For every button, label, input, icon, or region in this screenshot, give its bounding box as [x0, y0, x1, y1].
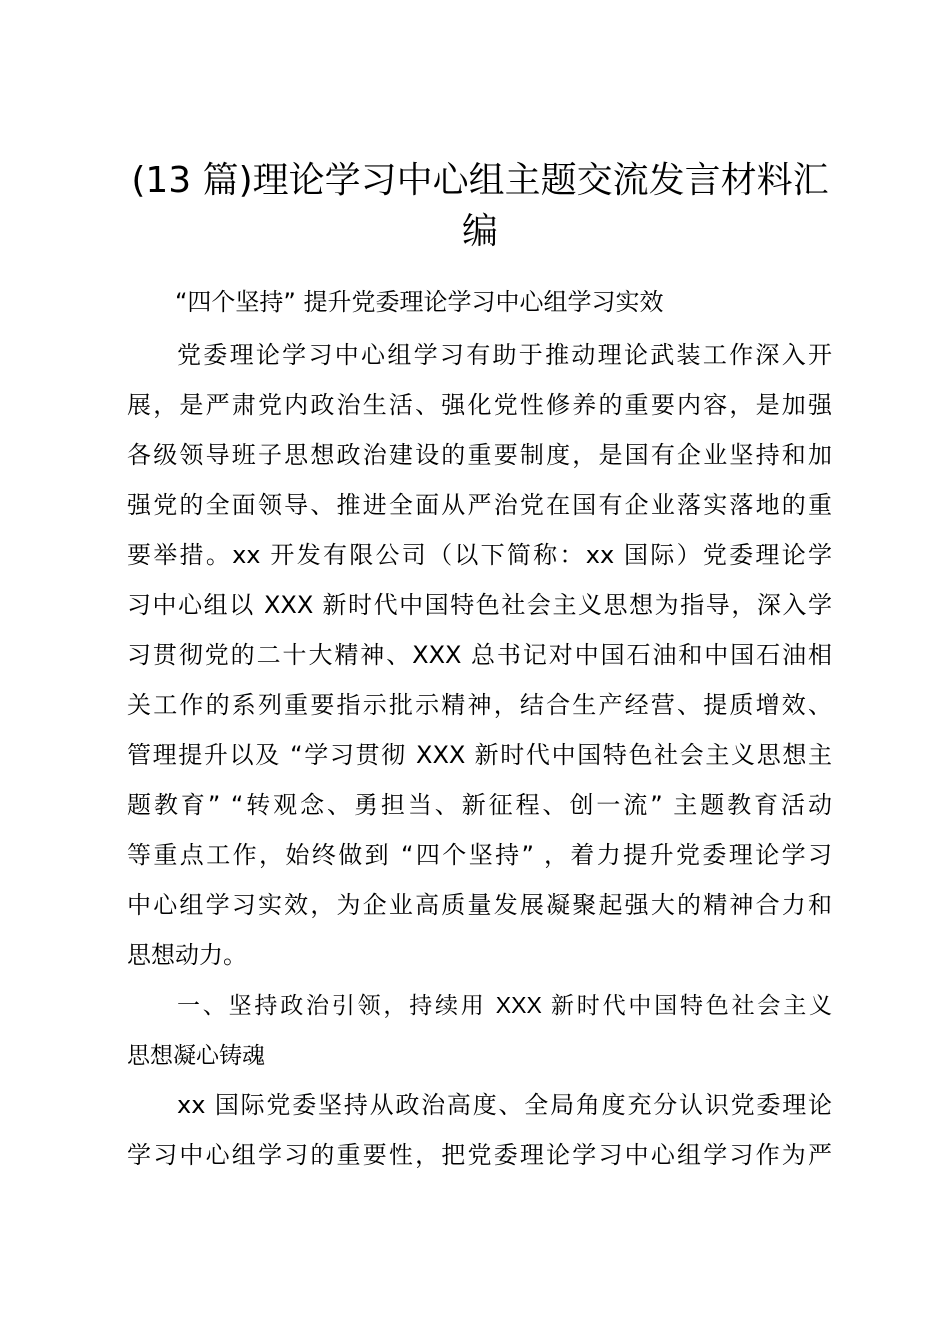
text-line: 学习中心组学习的重要性，把党委理论学习中心组学习作为严 — [127, 1141, 832, 1169]
text-line: 管理提升以及 “学习贯彻 XXX 新时代中国特色社会主义思想主 — [127, 741, 832, 769]
text-line: 关工作的系列重要指示批示精神，结合生产经营、提质增效、 — [127, 691, 832, 719]
text-line: 思想动力。 — [127, 941, 247, 969]
text-line: 习中心组以 XXX 新时代中国特色社会主义思想为指导，深入学 — [127, 591, 832, 619]
text-line: 党委理论学习中心组学习有助于推动理论武装工作深入开 — [177, 341, 832, 369]
text-line: 习贯彻党的二十大精神、XXX 总书记对中国石油和中国石油相 — [127, 641, 832, 669]
text-line: 要举措。xx 开发有限公司（以下简称：xx 国际）党委理论学 — [127, 541, 832, 569]
section-heading-1 — [127, 980, 832, 1080]
text-line: 等重点工作，始终做到 “四个坚持” ，着力提升党委理论学习 — [127, 841, 832, 869]
text-line: 各级领导班子思想政治建设的重要制度，是国有企业坚持和加 — [127, 441, 832, 469]
heading-line: 一、坚持政治引领，持续用 XXX 新时代中国特色社会主义 — [177, 992, 832, 1018]
title-line-2: 编 — [461, 211, 498, 252]
text-line: 题教育” “转观念、勇担当、新征程、创一流” 主题教育活动 — [127, 791, 832, 819]
text-line: 展，是严肃党内政治生活、强化党性修养的重要内容，是加强 — [127, 391, 832, 419]
text-line: 强党的全面领导、推进全面从严治党在国有企业落实落地的重 — [127, 491, 832, 519]
document-title — [110, 155, 850, 257]
text-line: xx 国际党委坚持从政治高度、全局角度充分认识党委理论 — [177, 1091, 832, 1119]
title-line-1: (13 篇)理论学习中心组主题交流发言材料汇 — [131, 160, 829, 201]
document-subtitle: “四个坚持” 提升党委理论学习中心组学习实效 — [175, 288, 664, 316]
paragraph-section-1 — [127, 1080, 832, 1180]
text-line: 中心组学习实效，为企业高质量发展凝聚起强大的精神合力和 — [127, 891, 832, 919]
paragraph-intro — [127, 330, 832, 980]
heading-line: 思想凝心铸魂 — [127, 1042, 265, 1068]
